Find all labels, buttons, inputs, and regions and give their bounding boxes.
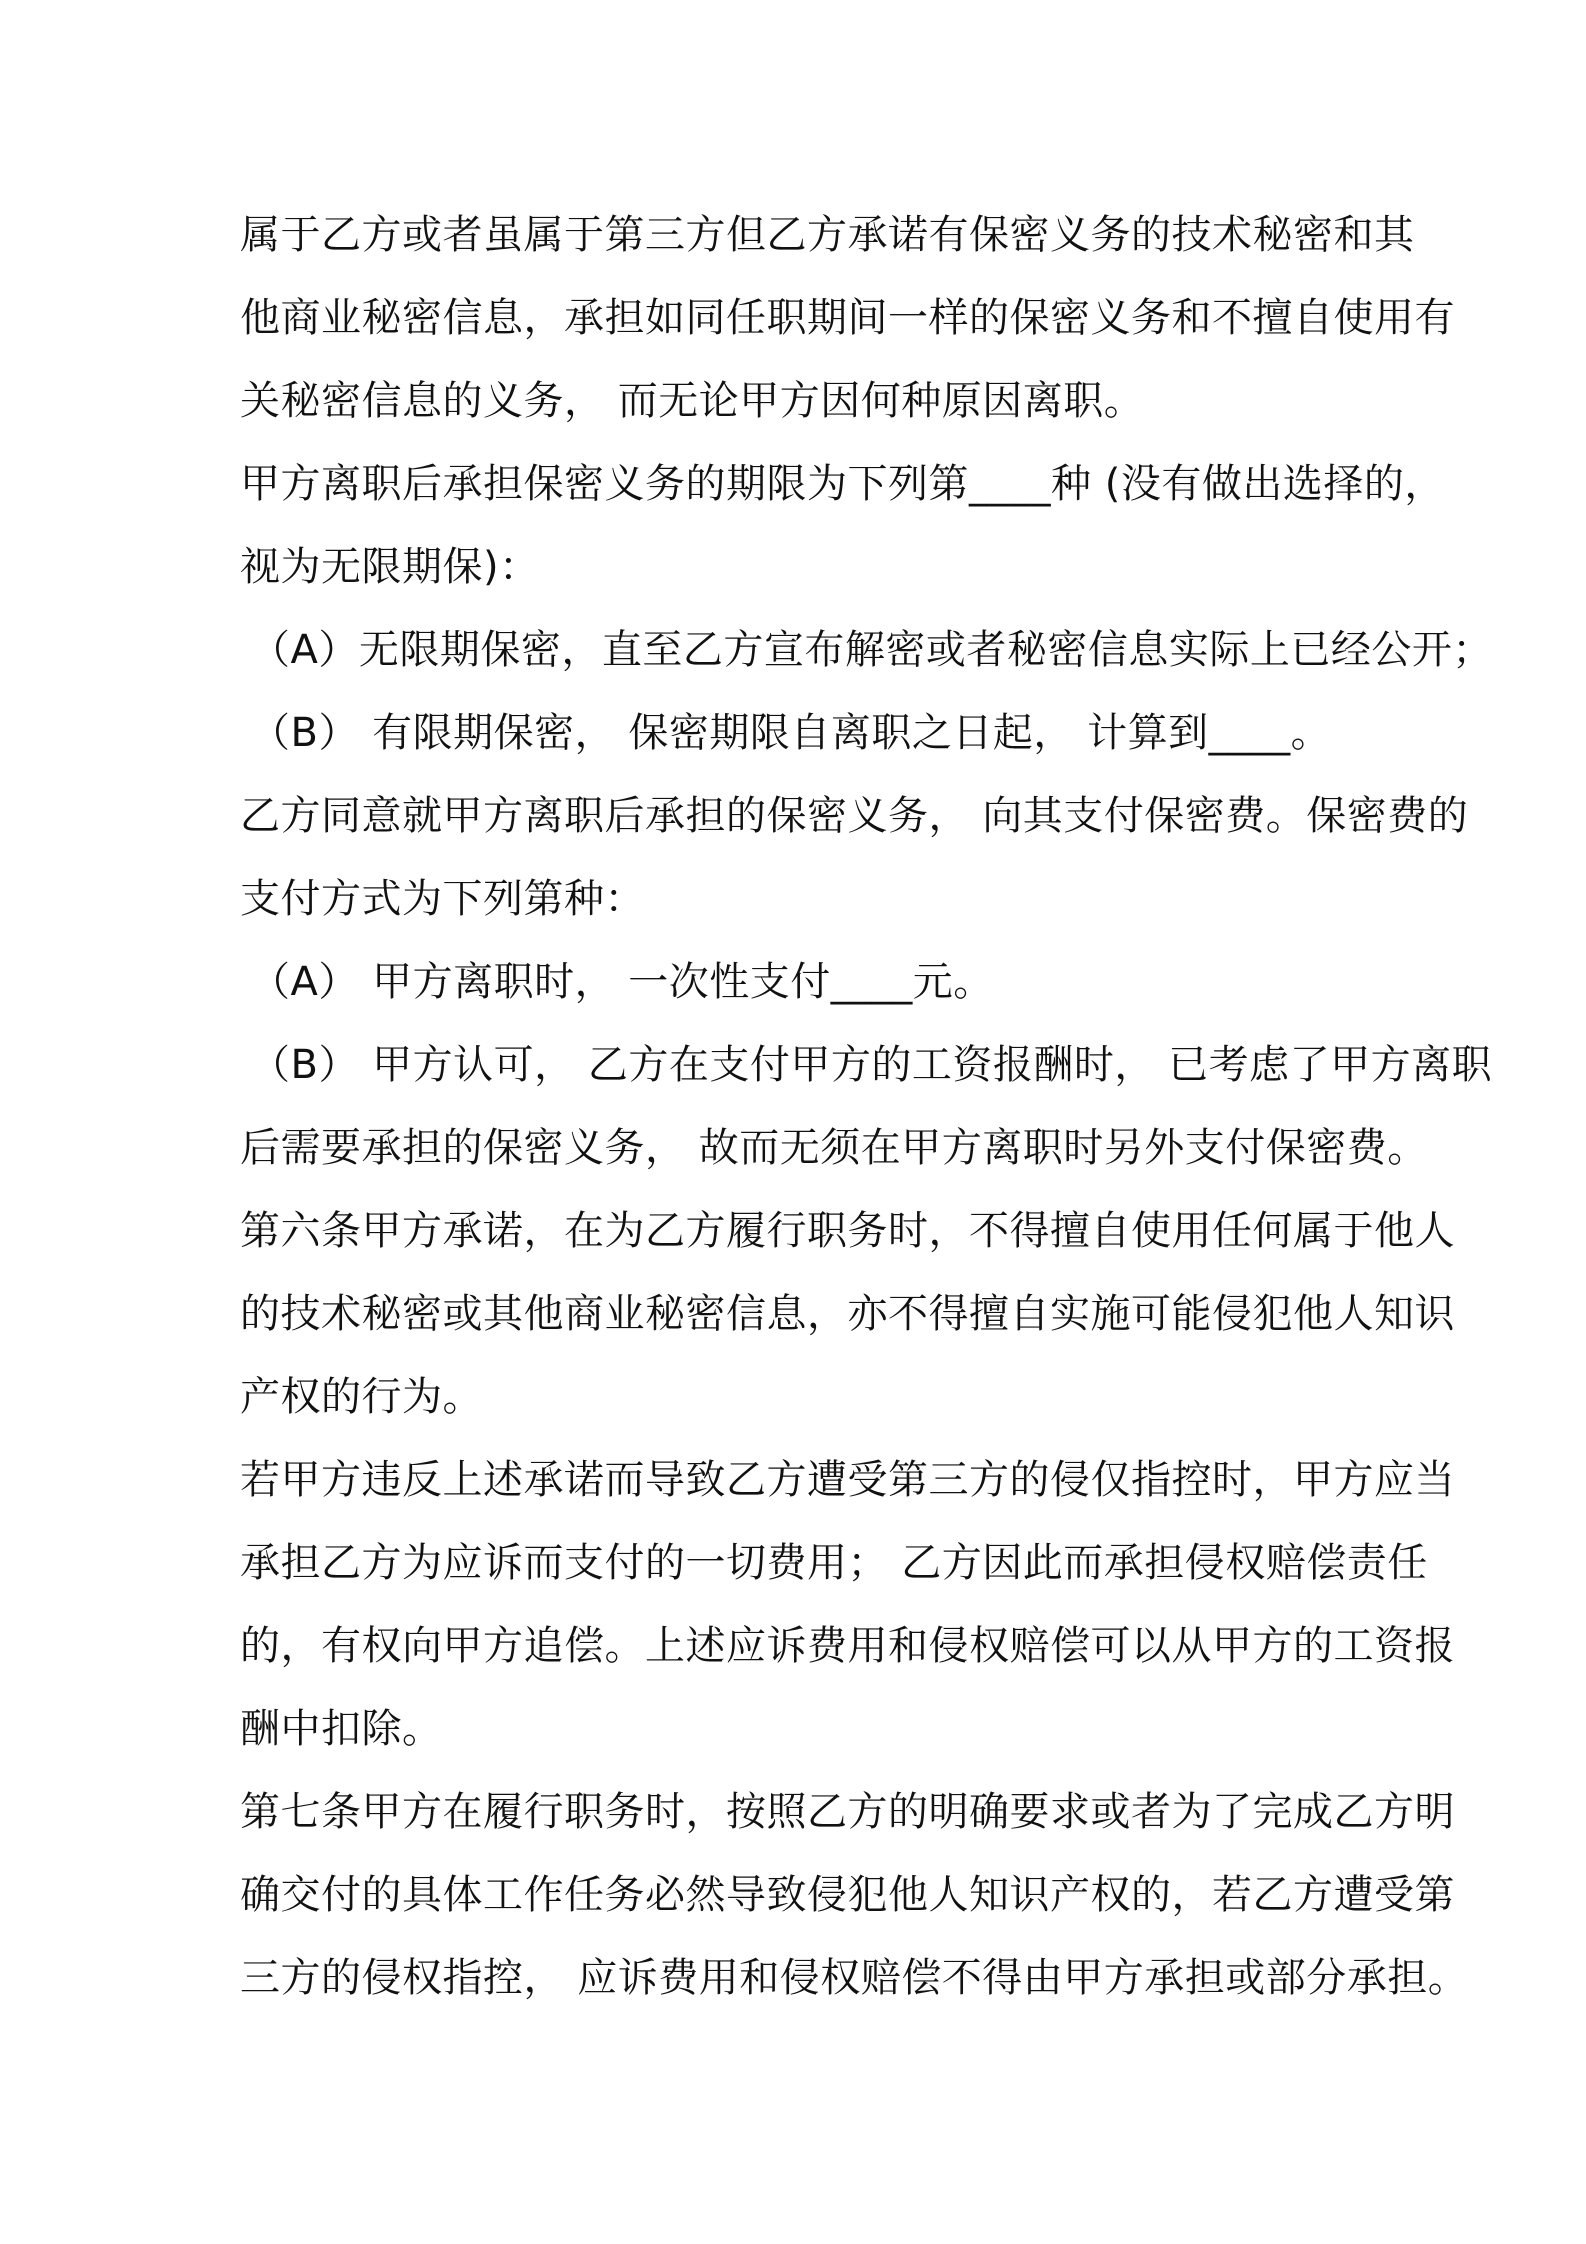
text-line-1: 属于乙方或者虽属于第三方但乙方承诺有保密义务的技术秘密和其	[240, 212, 1415, 258]
text-line-3: 关秘密信息的义务， 而无论甲方因何种原因离职。	[240, 378, 1145, 424]
option-a-unlimited: （A）无限期保密，直至乙方宣布解密或者秘密信息实际上已经公开；	[250, 627, 1493, 673]
text-line-12: 后需要承担的保密义务， 故而无须在甲方离职时另外支付保密费。	[240, 1125, 1428, 1171]
article-7-line-2: 确交付的具体工作任务必然导致侵犯他人知识产权的，若乙方遭受第	[240, 1872, 1455, 1918]
article-6-line-3: 产权的行为。	[240, 1374, 483, 1420]
article-7-line-1: 第七条甲方在履行职务时，按照乙方的明确要求或者为了完成乙方明	[240, 1789, 1455, 1835]
text-line-8: 乙方同意就甲方离职后承担的保密义务， 向其支付保密费。保密费的	[240, 793, 1469, 839]
text-line-2: 他商业秘密信息，承担如同任职期间一样的保密义务和不擅自使用有	[240, 295, 1455, 341]
text-line-5: 视为无限期保)：	[240, 544, 540, 590]
text-line-16: 若甲方违反上述承诺而导致乙方遭受第三方的侵仅指控时，甲方应当	[240, 1457, 1455, 1503]
article-6-line-1: 第六条甲方承诺，在为乙方履行职务时，不得擅自使用任何属于他人	[240, 1208, 1455, 1254]
text-line-18: 的，有权向甲方追偿。上述应诉费用和侵权赔偿可以从甲方的工资报	[240, 1623, 1455, 1669]
text-line-17: 承担乙方为应诉而支付的一切费用； 乙方因此而承担侵权赔偿责任	[240, 1540, 1428, 1586]
text-line-9: 支付方式为下列第种：	[240, 876, 645, 922]
payment-option-b: （B） 甲方认可， 乙方在支付甲方的工资报酬时， 已考虑了甲方离职	[250, 1042, 1493, 1088]
article-6-line-2: 的技术秘密或其他商业秘密信息，亦不得擅自实施可能侵犯他人知识	[240, 1291, 1455, 1337]
text-line-4: 甲方离职后承担保密义务的期限为下列第____种 (没有做出选择的，	[240, 461, 1445, 507]
article-7-line-3: 三方的侵权指控， 应诉费用和侵权赔偿不得由甲方承担或部分承担。	[240, 1955, 1469, 2001]
payment-option-a: （A） 甲方离职时， 一次性支付____元。	[250, 959, 994, 1005]
document-body	[240, 194, 1493, 2020]
option-b-limited: （B） 有限期保密， 保密期限自离职之日起， 计算到____。	[250, 710, 1332, 756]
text-line-19: 酬中扣除。	[240, 1706, 443, 1752]
